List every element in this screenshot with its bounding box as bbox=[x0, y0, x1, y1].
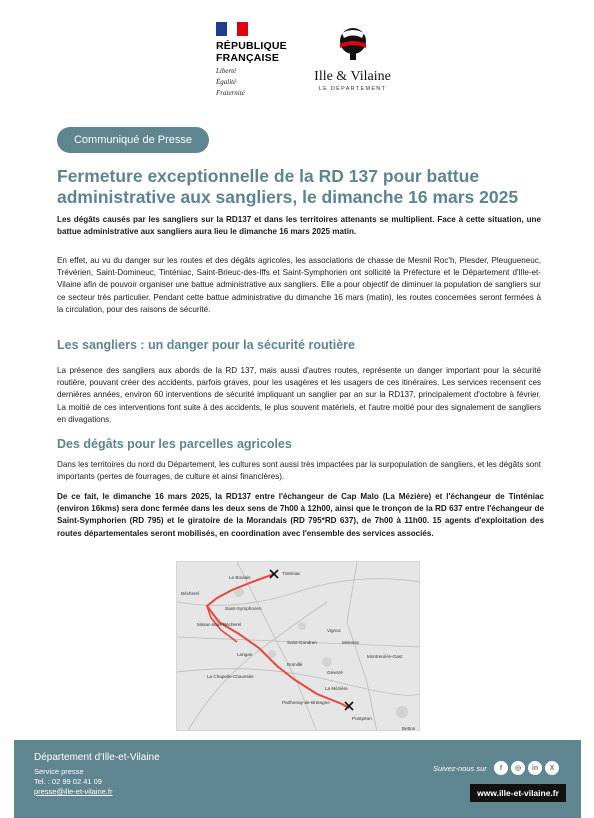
rf-motto-3: Fraternité bbox=[216, 89, 245, 97]
footer-organisation: Département d'Ille-et-Vilaine bbox=[34, 752, 160, 763]
header bbox=[0, 22, 594, 102]
department-subtitle: LE DÉPARTEMENT bbox=[318, 86, 387, 92]
road-closure-map bbox=[176, 561, 420, 731]
body-paragraph-3: Dans les territoires du nord du Département, les cultures sont aussi très impactées par la surpopulation de sangliers, et les dégâts sont importants (pertes de fourrages, de culture et ainsi financières). bbox=[57, 460, 541, 482]
page-title: Fermeture exceptionnelle de la RD 137 pour battue administrative aux sangliers, le dimanche 16 mars 2025 bbox=[57, 166, 519, 207]
map-label: Tinténiac bbox=[282, 571, 301, 576]
x-twitter-icon[interactable]: X bbox=[545, 761, 559, 775]
social-links bbox=[494, 761, 559, 775]
map-label: La Chapelle-Chaussée bbox=[207, 674, 254, 679]
body-paragraph-closure-details: De ce fait, le dimanche 16 mars 2025, la RD137 entre l'échangeur de Cap Malo (La Mézière) et l'échangeur de Tinténiac (environ 16kms) sera donc fermée dans les deux sens de 7h00 à 12h00, ainsi que le tronçon de la RD 637 entre l'échangeur de Saint-Symphorien (RD 795) et le giratoire de la Morandais (RD 795*RD 637), de 7h00 à 11h00. 15 agents d'exploitation des routes départementales seront mobilisés, en coordination avec l'ensemble des services associés. bbox=[57, 492, 544, 538]
map-label: Bécherel bbox=[181, 591, 200, 596]
instagram-icon[interactable]: ◎ bbox=[511, 761, 525, 775]
lead-paragraph: Les dégâts causés par les sangliers sur la RD137 et dans les territoires attenants se multiplient. Face à cette situation, une battue administrative aux sangliers aura lieu le dimanche 16 mars 2025 matin. bbox=[57, 215, 541, 237]
facebook-icon[interactable]: f bbox=[494, 761, 508, 775]
follow-us-label: Suivez-nous sur bbox=[433, 764, 487, 773]
map-label: Saint-Symphorien bbox=[225, 606, 262, 611]
footer-email-link[interactable]: presse@ille-et-vilaine.fr bbox=[34, 787, 113, 796]
map-label: Romillé bbox=[287, 662, 303, 667]
website-link[interactable]: www.ille-et-vilaine.fr bbox=[470, 784, 566, 802]
rf-motto-2: Égalité bbox=[216, 78, 237, 86]
map-label: Langan bbox=[237, 652, 253, 657]
map-label: Montreuil-le-Gast bbox=[367, 654, 403, 659]
republique-francaise-logo bbox=[216, 22, 296, 97]
french-flag-icon bbox=[216, 22, 248, 36]
map-label: Pontpéan bbox=[352, 716, 372, 721]
map-label: Gévezé bbox=[327, 670, 343, 675]
footer bbox=[14, 740, 581, 818]
section-heading-road-safety: Les sangliers : un danger pour la sécurité routière bbox=[57, 338, 355, 352]
footer-service: Service presse bbox=[34, 767, 84, 776]
map-label: Saint-Gondran bbox=[287, 640, 317, 645]
map-label: Vignoc bbox=[327, 628, 341, 633]
map-label: Parthenay-de-Bretagne bbox=[282, 700, 330, 705]
press-release-badge: Communiqué de Presse bbox=[57, 127, 209, 153]
map-label: Miniac-sous-Bécherel bbox=[197, 622, 242, 627]
linkedin-icon[interactable]: in bbox=[528, 761, 542, 775]
body-paragraph-2: La présence des sangliers aux abords de la RD 137, mais aussi d'autres routes, représente un danger important pour la sécurité routière, pouvant créer des accidents, parfois graves, pour les usagères et les usagers de ces itinéraires. Les services recensent ces dernières années, environ 60 interventions de sécurité impliquant un sanglier par an sur la RD137, principalement d'octobre à février. La moitié de ces interventions font suite à des accidents, le plus souvent matériels, et l'autre moitié pour des signalement de sangliers en divagations. bbox=[57, 366, 541, 424]
map-label: Le Boulais bbox=[229, 575, 251, 580]
section-heading-agriculture: Des dégâts pour les parcelles agricoles bbox=[57, 437, 292, 451]
map-label: Betton bbox=[402, 726, 416, 731]
body-paragraph-1: En effet, au vu du danger sur les routes et des dégâts agricoles, les associations de chasse de Mesnil Roc'h, Plesder, Pleugueneuc, Trévérien, Saint-Domineuc, Tinténiac, Saint-Brieuc-des-Iffs et Saint-Symphorien ont sollicité la Préfecture et le Département d'Ille-et-Vilaine afin de pouvoir organiser une battue administrative aux sangliers. Elle a pour objectif de diminuer la population de sangliers sur ce secteur très particulier. Pendant cette battue administrative du dimanche 16 mars (matin), les routes concernées seront fermées à la circulation, pour des raisons de sécurité. bbox=[57, 256, 541, 314]
rf-motto-1: Liberté bbox=[216, 67, 237, 75]
department-emblem-icon bbox=[333, 24, 373, 62]
map-drawing bbox=[177, 562, 420, 731]
footer-phone: Tel. : 02 99 02 41 09 bbox=[34, 777, 102, 786]
department-name: Ille & Vilaine bbox=[314, 69, 391, 84]
map-label: La Mézière bbox=[325, 686, 348, 691]
rf-name-line2: FRANÇAISE bbox=[216, 52, 280, 64]
rf-name-line1: RÉPUBLIQUE bbox=[216, 40, 287, 52]
ille-et-vilaine-logo bbox=[305, 24, 400, 92]
map-label: Melesse bbox=[342, 640, 360, 645]
